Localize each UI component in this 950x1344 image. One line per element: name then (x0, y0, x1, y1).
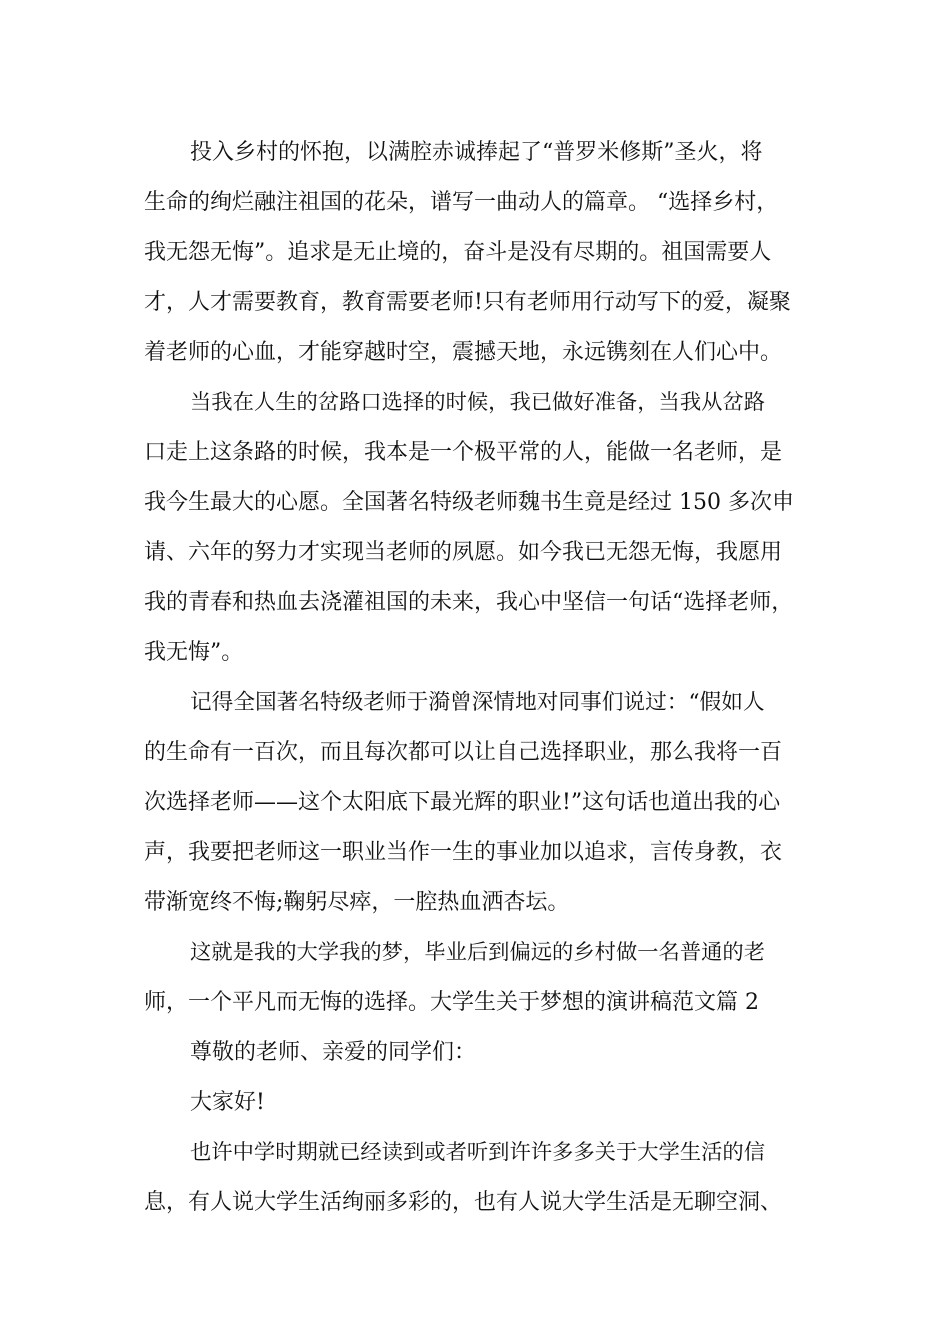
text-line: 师，一个平凡而无悔的选择。大学生关于梦想的演讲稿范文篇 2 (144, 990, 759, 1015)
paragraph-3 (144, 678, 810, 928)
text-line: 我的青春和热血去浇灌祖国的未来，我心中坚信一句话“选择老师， (144, 590, 794, 615)
paragraph-2 (144, 378, 810, 678)
text-line: 记得全国著名特级老师于漪曾深情地对同事们说过：“假如人 (190, 690, 765, 715)
salutation (144, 1028, 810, 1078)
text-line: 我无怨无悔”。追求是无止境的，奋斗是没有尽期的。祖国需要人 (144, 240, 772, 265)
text-line: 口走上这条路的时候，我本是一个极平常的人，能做一名老师，是 (144, 440, 783, 465)
paragraph-4 (144, 928, 810, 1028)
text-line: 请、六年的努力才实现当老师的夙愿。如今我已无怨无悔，我愿用 (144, 540, 783, 565)
text-line: 也许中学时期就已经读到或者听到许许多多关于大学生活的信 (190, 1140, 766, 1165)
text-line: 息，有人说大学生活绚丽多彩的，也有人说大学生活是无聊空洞、 (144, 1190, 783, 1215)
text-line: 声，我要把老师这一职业当作一生的事业加以追求，言传身教，衣 (144, 840, 783, 865)
paragraph-7 (144, 1128, 810, 1228)
text-line: 才，人才需要教育，教育需要老师!只有老师用行动写下的爱，凝聚 (144, 290, 791, 315)
paragraph-1 (144, 128, 810, 378)
text-line: 生命的绚烂融注祖国的花朵，谱写一曲动人的篇章。 “选择乡村， (144, 190, 779, 215)
text-line: 这就是我的大学我的梦，毕业后到偏远的乡村做一名普通的老 (190, 940, 766, 965)
text-line: 当我在人生的岔路口选择的时候，我已做好准备，当我从岔路 (190, 390, 766, 415)
greeting (144, 1078, 810, 1128)
document-page (144, 128, 810, 1228)
text-line: 带渐宽终不悔;鞠躬尽瘁，一腔热血洒杏坛。 (144, 890, 570, 915)
text-line: 投入乡村的怀抱，以满腔赤诚捧起了“普罗米修斯”圣火，将 (190, 140, 763, 165)
text-line: 我今生最大的心愿。全国著名特级老师魏书生竟是经过 150 多次申 (144, 490, 794, 515)
text-line: 的生命有一百次，而且每次都可以让自己选择职业，那么我将一百 (144, 740, 783, 765)
text-line: 尊敬的老师、亲爱的同学们： (190, 1040, 477, 1065)
text-line: 着老师的心血，才能穿越时空，震撼天地，永远镌刻在人们心中。 (144, 340, 783, 365)
text-line: 大家好! (190, 1090, 265, 1115)
text-line: 我无悔”。 (144, 640, 244, 665)
text-line: 次选择老师——这个太阳底下最光辉的职业!”这句话也道出我的心 (144, 790, 781, 815)
